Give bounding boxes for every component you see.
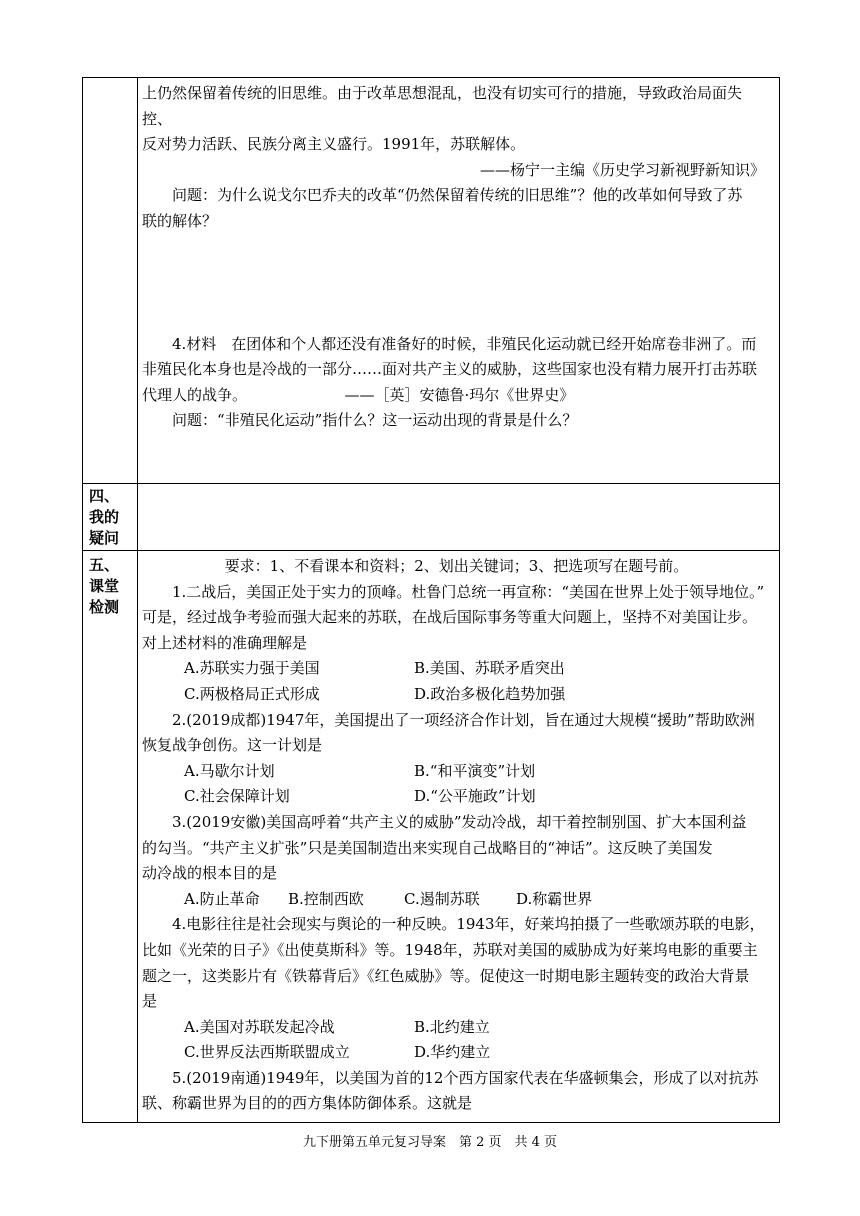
q3-line-3: 动冷战的根本目的是 bbox=[142, 864, 278, 883]
material4-line-2: 非殖民化本身也是冷战的一部分……面对共产主义的威胁，这些国家也没有精力展开打击苏联 bbox=[142, 360, 758, 379]
section4-label-title-2: 疑问 bbox=[89, 529, 120, 547]
q3-line-2: 的勾当。“共产主义扩张”只是美国制造出来实现自己战略目的“神话”。这反映了美国发 bbox=[142, 838, 713, 857]
material3-line-2: 反对势力活跃、民族分离主义盛行。1991年，苏联解体。 bbox=[142, 135, 526, 154]
q5-line-1: 5.(2019南通)1949年，以美国为首的12个西方国家代表在华盛顿集会，形成了以对抗苏 bbox=[172, 1068, 759, 1087]
q2-option-b: B.“和平演变”计划 bbox=[414, 761, 536, 780]
q3-option-c: C.遏制苏联 bbox=[404, 889, 480, 908]
q2-options-row-1 bbox=[142, 759, 771, 785]
q1-option-b: B.美国、苏联矛盾突出 bbox=[414, 659, 565, 678]
section3-label-cell bbox=[83, 78, 138, 484]
q4-line-1: 4.电影往往是社会现实与舆论的一种反映。1943年，好莱坞拍摄了一些歌颂苏联的电影， bbox=[172, 915, 765, 934]
question3-line-1: 问题：为什么说戈尔巴乔夫的改革“仍然保留着传统的旧思维”？他的改革如何导致了苏 bbox=[172, 186, 743, 205]
q5-line-2: 联、称霸世界为目的的西方集体防御体系。这就是 bbox=[142, 1094, 473, 1113]
q2-line-2: 恢复战争创伤。这一计划是 bbox=[142, 736, 323, 755]
study-guide-table bbox=[82, 77, 780, 1123]
section5-row bbox=[83, 551, 780, 1123]
q2-line-1: 2.(2019成都)1947年，美国提出了一项经济合作计划，旨在通过大规模“援助”帮助欧洲 bbox=[172, 710, 755, 729]
q4-options-row-1 bbox=[142, 1015, 771, 1041]
material3-source: ——杨宁一主编《历史学习新视野新知识》 bbox=[479, 160, 765, 179]
section4-row bbox=[83, 484, 780, 551]
q3-option-d: D.称霸世界 bbox=[516, 889, 593, 908]
test-requirement: 要求：1、不看课本和资料；2、划出关键词；3、把选项写在题号前。 bbox=[224, 557, 689, 575]
q4-options-row-2 bbox=[142, 1040, 771, 1066]
section4-label-title-1: 我的 bbox=[89, 508, 120, 526]
q1-options-row-1 bbox=[142, 656, 771, 682]
q1-line-2: 可是，经过战争考验而强大起来的苏联，在战后国际事务等重大问题上，坚持不对美国让步。 bbox=[142, 608, 758, 627]
q2-options-row-2 bbox=[142, 784, 771, 810]
section5-content-cell bbox=[138, 551, 780, 1123]
q4-option-c: C.世界反法西斯联盟成立 bbox=[184, 1043, 350, 1062]
q2-option-d: D.“公平施政”计划 bbox=[414, 787, 536, 806]
q3-option-a: A.防止革命 bbox=[184, 889, 260, 908]
section3-row bbox=[83, 78, 780, 484]
section4-content-cell bbox=[138, 484, 780, 551]
q4-option-a: A.美国对苏联发起冷战 bbox=[184, 1017, 335, 1036]
page-footer: 九下册第五单元复习导案 第 2 页 共 4 页 bbox=[302, 1135, 558, 1150]
section4-label-number: 四、 bbox=[89, 487, 120, 505]
section3-content-cell bbox=[138, 78, 780, 484]
q3-option-b: B.控制西欧 bbox=[288, 889, 364, 908]
material4-line-3: 代理人的战争。 ——［英］安德鲁·玛尔《世界史》 bbox=[142, 385, 575, 404]
question3-line-2: 联的解体？ bbox=[142, 211, 218, 230]
question4: 问题：“非殖民化运动”指什么？这一运动出现的背景是什么？ bbox=[172, 411, 578, 430]
section5-label-title-2: 检测 bbox=[89, 598, 120, 616]
q1-option-d: D.政治多极化趋势加强 bbox=[414, 684, 566, 703]
section4-label-cell bbox=[83, 484, 138, 551]
q1-line-3: 对上述材料的准确理解是 bbox=[142, 633, 308, 652]
q1-option-a: A.苏联实力强于美国 bbox=[184, 659, 320, 678]
section5-label-cell bbox=[83, 551, 138, 1123]
section5-label-title-1: 课堂 bbox=[89, 577, 120, 595]
section5-label-number: 五、 bbox=[89, 556, 120, 574]
material4-line-1: 4.材料 在团体和个人都还没有准备好的时候，非殖民化运动就已经开始席卷非洲了。而 bbox=[172, 334, 757, 353]
answer-space-3 bbox=[142, 235, 771, 332]
material3-line-1: 上仍然保留着传统的旧思维。由于改革思想混乱，也没有切实可行的措施，导致政治局面失控、 bbox=[142, 84, 743, 128]
q4-option-b: B.北约建立 bbox=[414, 1017, 490, 1036]
q3-options-row bbox=[142, 887, 771, 913]
q2-option-a: A.马歇尔计划 bbox=[184, 761, 275, 780]
q4-option-d: D.华约建立 bbox=[414, 1043, 491, 1062]
q3-line-1: 3.(2019安徽)美国高呼着“共产主义的威胁”发动冷战，却干着控制别国、扩大本国利益 bbox=[172, 812, 747, 831]
q1-options-row-2 bbox=[142, 682, 771, 708]
q1-option-c: C.两极格局正式形成 bbox=[184, 684, 320, 703]
q4-line-3: 题之一，这类影片有《铁幕背后》《红色威胁》等。促使这一时期电影主题转变的政治大背景 bbox=[142, 966, 750, 985]
q4-line-4: 是 bbox=[142, 992, 158, 1011]
q2-option-c: C.社会保障计划 bbox=[184, 787, 290, 806]
q4-line-2: 比如《光荣的日子》《出使莫斯科》等。1948年，苏联对美国的威胁成为好莱坞电影的重要主 bbox=[142, 940, 758, 959]
q1-line-1: 1.二战后，美国正处于实力的顶峰。杜鲁门总统一再宣称：“美国在世界上处于领导地位。” bbox=[172, 582, 765, 601]
